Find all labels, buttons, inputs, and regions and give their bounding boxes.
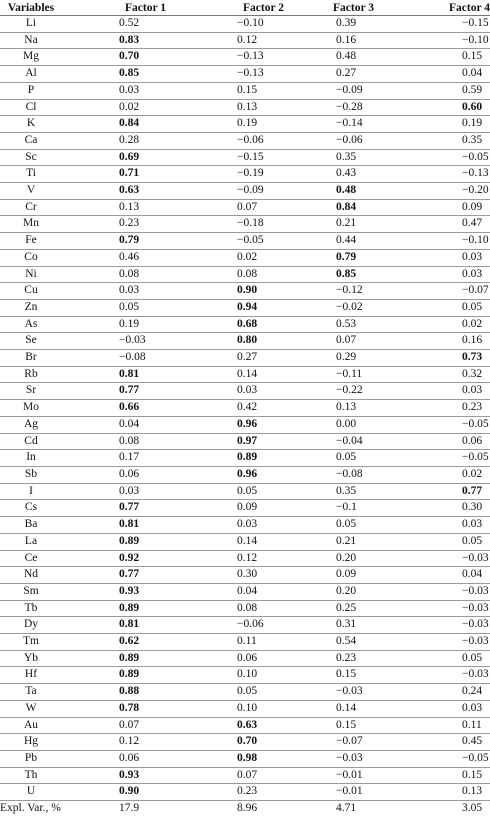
loading-cell-factor-2: 0.14 <box>237 534 258 547</box>
loading-cell-factor-2: 0.42 <box>237 401 258 414</box>
table-row <box>0 533 490 550</box>
loading-cell-factor-2: 0.02 <box>237 250 258 263</box>
loading-cell-factor-2: 0.03 <box>237 518 258 531</box>
table-row <box>0 567 490 584</box>
variable-cell: Fe <box>25 234 37 247</box>
header-row <box>0 0 490 16</box>
variable-cell: Ce <box>24 551 38 564</box>
loading-cell-factor-2: 0.03 <box>237 384 258 397</box>
loading-cell-factor-4: −0.03 <box>462 551 489 564</box>
variable-cell: In <box>26 451 36 464</box>
loading-cell-factor-2: 0.10 <box>237 668 258 681</box>
loading-cell-factor-4: −0.20 <box>462 184 489 197</box>
variable-cell: Hf <box>24 668 38 681</box>
loading-cell-factor-3: −0.11 <box>336 367 363 380</box>
loading-cell-factor-1: 0.83 <box>119 33 140 46</box>
variable-cell: Co <box>24 250 38 263</box>
loading-cell-factor-4: −0.03 <box>462 668 489 681</box>
loading-cell-factor-1: 0.70 <box>119 50 140 63</box>
table-row <box>0 717 490 734</box>
loading-cell-factor-2: −0.13 <box>237 67 264 80</box>
table-row <box>0 750 490 767</box>
variable-cell: Sc <box>25 150 37 163</box>
loading-cell-factor-1: 0.28 <box>119 133 140 146</box>
table-row <box>0 16 490 33</box>
loading-cell-factor-4: 0.24 <box>462 685 483 698</box>
loading-cell-factor-1: 0.93 <box>119 768 140 781</box>
loading-cell-factor-1: 0.81 <box>119 618 140 631</box>
loading-cell-factor-2: 0.07 <box>237 768 258 781</box>
variable-cell: Ta <box>25 685 37 698</box>
loading-cell-factor-2: 0.97 <box>237 434 258 447</box>
variable-cell: Tb <box>24 601 38 614</box>
variable-cell: Sb <box>24 467 38 480</box>
loading-cell-factor-2: 0.14 <box>237 367 258 380</box>
loading-cell-factor-2: 0.12 <box>237 33 258 46</box>
loading-cell-factor-4: 0.09 <box>462 200 483 213</box>
loading-cell-factor-3: −0.06 <box>336 133 363 146</box>
loading-cell-factor-1: 0.03 <box>119 484 140 497</box>
explained-variance-factor-1: 17.9 <box>119 802 140 815</box>
loading-cell-factor-3: −0.02 <box>336 300 363 313</box>
loading-cell-factor-2: −0.18 <box>237 217 264 230</box>
loading-cell-factor-2: 0.13 <box>237 100 258 113</box>
loading-cell-factor-4: −0.03 <box>462 601 489 614</box>
table-row <box>0 767 490 784</box>
loading-cell-factor-3: 0.09 <box>336 568 357 581</box>
variable-cell: Pb <box>24 751 38 764</box>
header-factor-4: Factor 4 <box>396 0 490 16</box>
loading-cell-factor-1: 0.92 <box>119 551 140 564</box>
loading-cell-factor-1: 0.84 <box>119 117 140 130</box>
loading-cell-factor-4: 0.32 <box>462 367 483 380</box>
loading-cell-factor-3: 0.79 <box>336 250 357 263</box>
loading-cell-factor-3: 0.43 <box>336 167 357 180</box>
loading-cell-factor-1: 0.93 <box>119 584 140 597</box>
loading-cell-factor-3: −0.04 <box>336 434 363 447</box>
loading-cell-factor-1: 0.78 <box>119 701 140 714</box>
loading-cell-factor-2: 0.07 <box>237 200 258 213</box>
loading-cell-factor-2: 0.08 <box>237 267 258 280</box>
loading-cell-factor-3: −0.28 <box>336 100 363 113</box>
loading-cell-factor-4: 0.77 <box>462 484 483 497</box>
loading-cell-factor-1: 0.05 <box>119 300 140 313</box>
loading-cell-factor-3: 0.20 <box>336 551 357 564</box>
loading-cell-factor-3: −0.08 <box>336 467 363 480</box>
variable-cell: Cd <box>24 434 38 447</box>
loading-cell-factor-4: −0.13 <box>462 167 489 180</box>
loading-cell-factor-2: 0.06 <box>237 651 258 664</box>
variable-cell: Cl <box>25 100 37 113</box>
loading-cell-factor-2: 0.05 <box>237 685 258 698</box>
header-factor-3: Factor 3 <box>286 0 396 16</box>
loading-cell-factor-4: 0.05 <box>462 651 483 664</box>
variable-cell: Ba <box>24 518 38 531</box>
loading-cell-factor-3: 0.21 <box>336 534 357 547</box>
loading-cell-factor-1: 0.03 <box>119 83 140 96</box>
table-row <box>0 350 490 367</box>
loading-cell-factor-3: −0.01 <box>336 785 363 798</box>
loading-cell-factor-2: 0.70 <box>237 735 258 748</box>
loading-cell-factor-2: 0.68 <box>237 317 258 330</box>
loading-cell-factor-4: −0.05 <box>462 751 489 764</box>
table-row <box>0 299 490 316</box>
loading-cell-factor-1: 0.90 <box>119 785 140 798</box>
loading-cell-factor-2: 0.19 <box>237 117 258 130</box>
loading-cell-factor-4: 0.73 <box>462 351 483 364</box>
loading-cell-factor-4: 0.02 <box>462 467 483 480</box>
loading-cell-factor-2: 0.90 <box>237 284 258 297</box>
loading-cell-factor-3: 0.48 <box>336 50 357 63</box>
loading-cell-factor-3: −0.09 <box>336 83 363 96</box>
variable-cell: Rb <box>24 367 38 380</box>
loading-cell-factor-1: 0.89 <box>119 534 140 547</box>
variable-cell: Sm <box>23 584 39 597</box>
loading-cell-factor-2: 0.89 <box>237 451 258 464</box>
loading-cell-factor-2: −0.13 <box>237 50 264 63</box>
table-row <box>0 517 490 534</box>
table-row <box>0 333 490 350</box>
loading-cell-factor-4: −0.05 <box>462 451 489 464</box>
loading-cell-factor-4: −0.05 <box>462 417 489 430</box>
explained-variance-label: Expl. Var., % <box>0 802 61 815</box>
table-header <box>0 0 490 16</box>
loading-cell-factor-3: −0.22 <box>336 384 363 397</box>
loading-cell-factor-1: 0.03 <box>119 284 140 297</box>
loading-cell-factor-4: −0.10 <box>462 33 489 46</box>
loading-cell-factor-3: −0.01 <box>336 768 363 781</box>
table-row <box>0 132 490 149</box>
variable-cell: V <box>26 184 36 197</box>
variable-cell: Na <box>24 33 38 46</box>
variable-cell: P <box>27 83 35 96</box>
loading-cell-factor-1: 0.89 <box>119 668 140 681</box>
header-factor-1: Factor 1 <box>62 0 172 16</box>
variable-cell: U <box>26 785 36 798</box>
loading-cell-factor-1: −0.03 <box>119 334 146 347</box>
variable-cell: Th <box>24 768 38 781</box>
loading-cell-factor-2: −0.06 <box>237 618 264 631</box>
variable-cell: Au <box>23 718 39 731</box>
loading-cell-factor-1: 0.17 <box>119 451 140 464</box>
loading-cell-factor-2: 0.04 <box>237 584 258 597</box>
loading-cell-factor-2: 0.94 <box>237 300 258 313</box>
header-variables: Variables <box>0 0 62 16</box>
loading-cell-factor-2: 0.23 <box>237 785 258 798</box>
loading-cell-factor-1: 0.89 <box>119 601 140 614</box>
loading-cell-factor-1: 0.66 <box>119 401 140 414</box>
table-row <box>0 550 490 567</box>
loading-cell-factor-2: 0.10 <box>237 701 258 714</box>
loading-cell-factor-3: 0.39 <box>336 17 357 29</box>
loading-cell-factor-2: −0.19 <box>237 167 264 180</box>
loading-cell-factor-4: −0.03 <box>462 618 489 631</box>
loading-cell-factor-1: 0.19 <box>119 317 140 330</box>
loading-cell-factor-1: 0.77 <box>119 384 140 397</box>
variable-cell: W <box>25 701 37 714</box>
loading-cell-factor-4: 0.03 <box>462 267 483 280</box>
variable-cell: Ca <box>24 133 38 146</box>
loading-cell-factor-1: 0.77 <box>119 568 140 581</box>
loading-cell-factor-4: 0.15 <box>462 50 483 63</box>
variable-cell: Ti <box>26 167 36 180</box>
loading-cell-factor-2: 0.30 <box>237 568 258 581</box>
loading-cell-factor-2: −0.15 <box>237 150 264 163</box>
loading-cell-factor-3: −0.03 <box>336 751 363 764</box>
variable-cell: Tm <box>23 635 39 648</box>
loading-cell-factor-2: 0.27 <box>237 351 258 364</box>
loading-cell-factor-1: 0.52 <box>119 17 140 29</box>
table-row <box>0 316 490 333</box>
loading-cell-factor-4: 0.04 <box>462 67 483 80</box>
loading-cell-factor-3: 0.54 <box>336 635 357 648</box>
variable-cell: Sr <box>25 384 37 397</box>
table-row <box>0 116 490 133</box>
loading-cell-factor-4: 0.15 <box>462 768 483 781</box>
loading-cell-factor-1: −0.08 <box>119 351 146 364</box>
loading-cell-factor-4: −0.15 <box>462 17 489 29</box>
table-row <box>0 684 490 701</box>
variable-cell: Cs <box>24 501 38 514</box>
loading-cell-factor-4: 0.04 <box>462 568 483 581</box>
loading-cell-factor-1: 0.12 <box>119 735 140 748</box>
loading-cell-factor-3: 0.29 <box>336 351 357 364</box>
loading-cell-factor-4: 0.45 <box>462 735 483 748</box>
loading-cell-factor-1: 0.06 <box>119 467 140 480</box>
loading-cell-factor-1: 0.07 <box>119 718 140 731</box>
loading-cell-factor-3: −0.12 <box>336 284 363 297</box>
table-row <box>0 784 490 801</box>
loading-cell-factor-4: −0.03 <box>462 584 489 597</box>
variable-cell: Yb <box>23 651 39 664</box>
loading-cell-factor-1: 0.06 <box>119 751 140 764</box>
variable-cell: Ag <box>23 417 39 430</box>
explained-variance-factor-2: 8.96 <box>237 802 258 815</box>
table-row <box>0 416 490 433</box>
variable-cell: As <box>24 317 38 330</box>
loading-cell-factor-1: 0.04 <box>119 417 140 430</box>
header-factor-2: Factor 2 <box>172 0 286 16</box>
loading-cell-factor-3: 0.07 <box>336 334 357 347</box>
variable-cell: Nd <box>23 568 39 581</box>
table-row <box>0 433 490 450</box>
loading-cell-factor-3: 0.35 <box>336 484 357 497</box>
loading-cell-factor-4: 0.47 <box>462 217 483 230</box>
loading-cell-factor-2: 0.63 <box>237 718 258 731</box>
table-row <box>0 49 490 66</box>
table-row <box>0 166 490 183</box>
loading-cell-factor-1: 0.13 <box>119 200 140 213</box>
variable-cell: Mg <box>23 50 39 63</box>
loading-cell-factor-2: 0.15 <box>237 83 258 96</box>
loading-cell-factor-2: 0.05 <box>237 484 258 497</box>
loading-cell-factor-1: 0.71 <box>119 167 140 180</box>
loading-cell-factor-3: 0.15 <box>336 718 357 731</box>
loading-cell-factor-2: 0.96 <box>237 417 258 430</box>
loading-cell-factor-2: −0.09 <box>237 184 264 197</box>
loading-cell-factor-4: 0.60 <box>462 100 483 113</box>
loading-cell-factor-3: 0.53 <box>336 317 357 330</box>
variable-cell: Cr <box>25 200 37 213</box>
table-row <box>0 366 490 383</box>
loading-cell-factor-3: −0.1 <box>336 501 357 514</box>
loading-cell-factor-1: 0.63 <box>119 184 140 197</box>
loading-cell-factor-1: 0.88 <box>119 685 140 698</box>
loading-cell-factor-1: 0.02 <box>119 100 140 113</box>
loading-cell-factor-4: 0.03 <box>462 701 483 714</box>
table-row <box>0 734 490 751</box>
variable-cell: Zn <box>24 300 38 313</box>
table-row <box>0 233 490 250</box>
variable-cell: I <box>29 484 33 497</box>
loading-cell-factor-3: 0.23 <box>336 651 357 664</box>
loading-cell-factor-3: 0.00 <box>336 417 357 430</box>
variable-cell: Mn <box>23 217 39 230</box>
variable-cell: K <box>26 117 36 130</box>
loading-cell-factor-3: 0.84 <box>336 200 357 213</box>
variable-cell: Br <box>25 351 37 364</box>
loading-cell-factor-4: 0.06 <box>462 434 483 447</box>
variable-cell: Li <box>25 17 37 29</box>
loading-cell-factor-2: −0.10 <box>237 17 264 29</box>
variable-cell: Ni <box>25 267 37 280</box>
loading-cell-factor-2: 0.98 <box>237 751 258 764</box>
loading-cell-factor-4: 0.16 <box>462 334 483 347</box>
loading-cell-factor-3: 0.15 <box>336 668 357 681</box>
table-row <box>0 500 490 517</box>
loading-cell-factor-4: 0.05 <box>462 534 483 547</box>
loading-cell-factor-1: 0.08 <box>119 267 140 280</box>
loading-cell-factor-2: 0.96 <box>237 467 258 480</box>
loading-cell-factor-3: −0.14 <box>336 117 363 130</box>
table-row <box>0 32 490 49</box>
loading-cell-factor-3: 0.20 <box>336 584 357 597</box>
variable-cell: Dy <box>23 618 39 631</box>
loading-cell-factor-1: 0.69 <box>119 150 140 163</box>
table-row <box>0 667 490 684</box>
table-body <box>0 16 490 817</box>
variable-cell: Al <box>25 67 37 80</box>
variable-cell: Se <box>25 334 37 347</box>
loading-cell-factor-3: −0.07 <box>336 735 363 748</box>
loading-cell-factor-3: 0.14 <box>336 701 357 714</box>
loading-cell-factor-4: 0.11 <box>462 718 482 731</box>
table-row <box>0 700 490 717</box>
loading-cell-factor-4: 0.02 <box>462 317 483 330</box>
loading-cell-factor-4: −0.10 <box>462 234 489 247</box>
table-row <box>0 283 490 300</box>
loading-cell-factor-4: −0.07 <box>462 284 489 297</box>
table-row <box>0 216 490 233</box>
loading-cell-factor-4: 0.13 <box>462 785 483 798</box>
variable-cell: Mo <box>23 401 39 414</box>
loading-cell-factor-2: 0.09 <box>237 501 258 514</box>
loading-cell-factor-2: 0.11 <box>237 635 257 648</box>
loading-cell-factor-4: 0.03 <box>462 518 483 531</box>
table-row <box>0 383 490 400</box>
loading-cell-factor-3: 0.85 <box>336 267 357 280</box>
loading-cell-factor-4: 0.03 <box>462 384 483 397</box>
loading-cell-factor-3: 0.13 <box>336 401 357 414</box>
loading-cell-factor-2: −0.06 <box>237 133 264 146</box>
loading-cell-factor-1: 0.62 <box>119 635 140 648</box>
variable-cell: Hg <box>23 735 39 748</box>
table-row <box>0 149 490 166</box>
loading-cell-factor-4: −0.03 <box>462 635 489 648</box>
loading-cell-factor-4: 0.03 <box>462 250 483 263</box>
loading-cell-factor-3: 0.31 <box>336 618 357 631</box>
table-row <box>0 249 490 266</box>
table-row <box>0 400 490 417</box>
explained-variance-factor-3: 4.71 <box>336 802 357 815</box>
table-row <box>0 600 490 617</box>
loading-cell-factor-3: 0.16 <box>336 33 357 46</box>
loading-cell-factor-1: 0.89 <box>119 651 140 664</box>
loading-cell-factor-3: 0.05 <box>336 518 357 531</box>
variable-cell: Cu <box>24 284 38 297</box>
loading-cell-factor-2: 0.12 <box>237 551 258 564</box>
loading-cell-factor-3: −0.03 <box>336 685 363 698</box>
explained-variance-factor-4: 3.05 <box>462 802 483 815</box>
loading-cell-factor-1: 0.81 <box>119 367 140 380</box>
table-row <box>0 199 490 216</box>
loading-cell-factor-1: 0.23 <box>119 217 140 230</box>
loading-cell-factor-4: 0.19 <box>462 117 483 130</box>
table-row <box>0 617 490 634</box>
table-row <box>0 583 490 600</box>
loading-cell-factor-4: 0.23 <box>462 401 483 414</box>
loading-cell-factor-3: 0.05 <box>336 451 357 464</box>
table-row <box>0 66 490 83</box>
loading-cell-factor-3: 0.25 <box>336 601 357 614</box>
explained-variance-row <box>0 801 490 817</box>
loading-cell-factor-3: 0.48 <box>336 184 357 197</box>
loading-cell-factor-3: 0.21 <box>336 217 357 230</box>
loading-cell-factor-1: 0.46 <box>119 250 140 263</box>
table-row <box>0 650 490 667</box>
table-row <box>0 466 490 483</box>
table-row <box>0 183 490 200</box>
loading-cell-factor-1: 0.08 <box>119 434 140 447</box>
loading-cell-factor-3: 0.44 <box>336 234 357 247</box>
loading-cell-factor-4: 0.35 <box>462 133 483 146</box>
loading-cell-factor-4: 0.05 <box>462 300 483 313</box>
loading-cell-factor-4: 0.30 <box>462 501 483 514</box>
table-row <box>0 82 490 99</box>
loading-cell-factor-1: 0.77 <box>119 501 140 514</box>
loading-cell-factor-1: 0.85 <box>119 67 140 80</box>
table-row <box>0 266 490 283</box>
loading-cell-factor-3: 0.35 <box>336 150 357 163</box>
loading-cell-factor-1: 0.81 <box>119 518 140 531</box>
table-row <box>0 450 490 467</box>
loading-cell-factor-2: 0.08 <box>237 601 258 614</box>
loading-cell-factor-2: −0.05 <box>237 234 264 247</box>
table-row <box>0 483 490 500</box>
table-row <box>0 99 490 116</box>
loading-cell-factor-2: 0.80 <box>237 334 258 347</box>
loading-cell-factor-4: −0.05 <box>462 150 489 163</box>
table-row <box>0 634 490 651</box>
variable-cell: La <box>24 534 38 547</box>
loading-cell-factor-4: 0.59 <box>462 83 483 96</box>
loading-cell-factor-3: 0.27 <box>336 67 357 80</box>
loading-cell-factor-1: 0.79 <box>119 234 140 247</box>
